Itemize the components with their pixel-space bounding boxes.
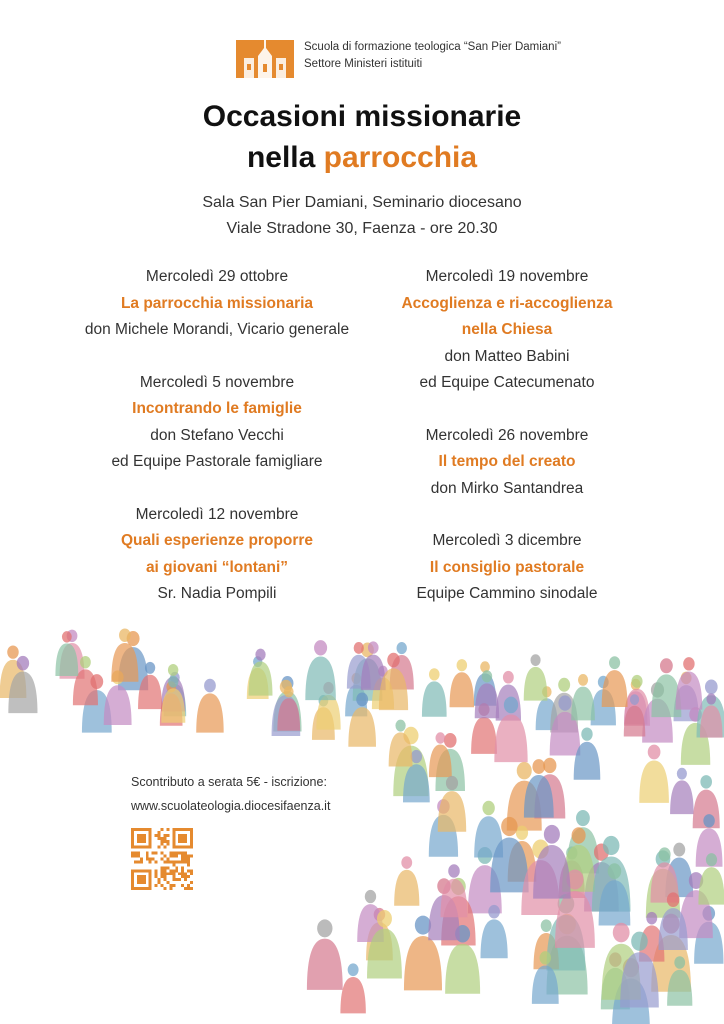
crowd-figure bbox=[571, 674, 595, 720]
event-title: La parrocchia missionaria bbox=[120, 294, 314, 312]
event-item bbox=[357, 423, 657, 503]
venue-line2: Viale Stradone 30, Faenza - ore 20.30 bbox=[226, 220, 498, 237]
event-title: Il consiglio pastorale bbox=[429, 558, 585, 576]
crowd-figure bbox=[305, 640, 336, 700]
crowd-figure bbox=[533, 825, 571, 899]
event-item bbox=[67, 370, 367, 476]
crowd-figure bbox=[277, 686, 300, 731]
crowd-figure bbox=[340, 963, 365, 1013]
page-title-line1: Occasioni missionarie bbox=[202, 100, 522, 133]
event-speaker: Equipe Cammino sinodale bbox=[416, 585, 598, 602]
event-date: Mercoledì 19 novembre bbox=[425, 268, 589, 285]
event-date: Mercoledì 3 dicembre bbox=[432, 532, 582, 549]
school-name: Scuola di formazione teologica “San Pier Damiani” bbox=[304, 41, 561, 53]
church-building-icon bbox=[236, 34, 294, 78]
title-accent: parrocchia bbox=[323, 141, 478, 174]
event-speaker: don Mirko Santandrea bbox=[430, 479, 584, 497]
crowd-figure bbox=[496, 671, 521, 721]
crowd-figure bbox=[676, 657, 703, 710]
crowd-figure bbox=[602, 656, 628, 707]
event-date: Mercoledì 12 novembre bbox=[135, 505, 299, 523]
crowd-figure bbox=[307, 919, 343, 989]
school-header bbox=[236, 34, 656, 80]
website-link[interactable]: www.scuolateologia.diocesifaenza.it bbox=[131, 799, 331, 813]
fee-text: Scontributo a serata 5€ - iscrizione: bbox=[131, 775, 327, 789]
event-speaker: don Stefano Vecchi bbox=[150, 426, 284, 444]
crowd-figure bbox=[422, 668, 447, 717]
event-speaker: ed Equipe Catecumenato bbox=[419, 374, 595, 391]
event-title: Quali esperienze proporre bbox=[120, 532, 314, 549]
event-date: Mercoledì 26 novembre bbox=[425, 426, 589, 444]
crowd-figure bbox=[524, 654, 548, 700]
event-item bbox=[357, 264, 657, 397]
crowd-figure bbox=[249, 649, 273, 696]
event-title: Incontrando le famiglie bbox=[132, 400, 302, 417]
title-plain: nella bbox=[246, 141, 324, 174]
event-date: Mercoledì 29 ottobre bbox=[145, 268, 289, 285]
crowd-figure bbox=[161, 676, 185, 723]
crowd-figure bbox=[670, 768, 694, 814]
event-item bbox=[357, 528, 657, 608]
crowd-figure bbox=[450, 659, 475, 707]
event-speaker: don Michele Morandi, Vicario generale bbox=[84, 321, 350, 338]
school-sector: Settore Ministeri istituiti bbox=[304, 58, 423, 70]
crowd-figure bbox=[196, 679, 223, 733]
page-title-line2 bbox=[0, 141, 724, 175]
events-right-column bbox=[357, 264, 657, 634]
event-title: Accoglienza e ri-accoglienza bbox=[401, 294, 613, 312]
event-date: Mercoledì 5 novembre bbox=[139, 373, 295, 391]
event-item bbox=[67, 264, 367, 344]
event-speaker: don Matteo Babini bbox=[444, 347, 570, 365]
crowd-figure bbox=[441, 864, 468, 917]
registration-info bbox=[131, 770, 330, 818]
crowd-figure bbox=[389, 720, 413, 767]
event-title: ai giovani “lontani” bbox=[145, 558, 289, 576]
crowd-figure bbox=[475, 670, 499, 718]
crowd-figure bbox=[639, 745, 669, 803]
crowd-figure bbox=[394, 856, 419, 906]
event-speaker: Sr. Nadia Pompili bbox=[157, 585, 277, 602]
event-title: Il tempo del creato bbox=[438, 453, 576, 470]
venue bbox=[0, 190, 724, 242]
qr-code-icon[interactable] bbox=[131, 828, 193, 890]
event-title: nella Chiesa bbox=[461, 321, 553, 338]
event-item bbox=[67, 502, 367, 608]
venue-line1: Sala San Pier Damiani, Seminario diocesano bbox=[202, 194, 522, 211]
event-speaker: ed Equipe Pastorale famigliare bbox=[111, 453, 323, 470]
events-left-column bbox=[67, 264, 367, 634]
